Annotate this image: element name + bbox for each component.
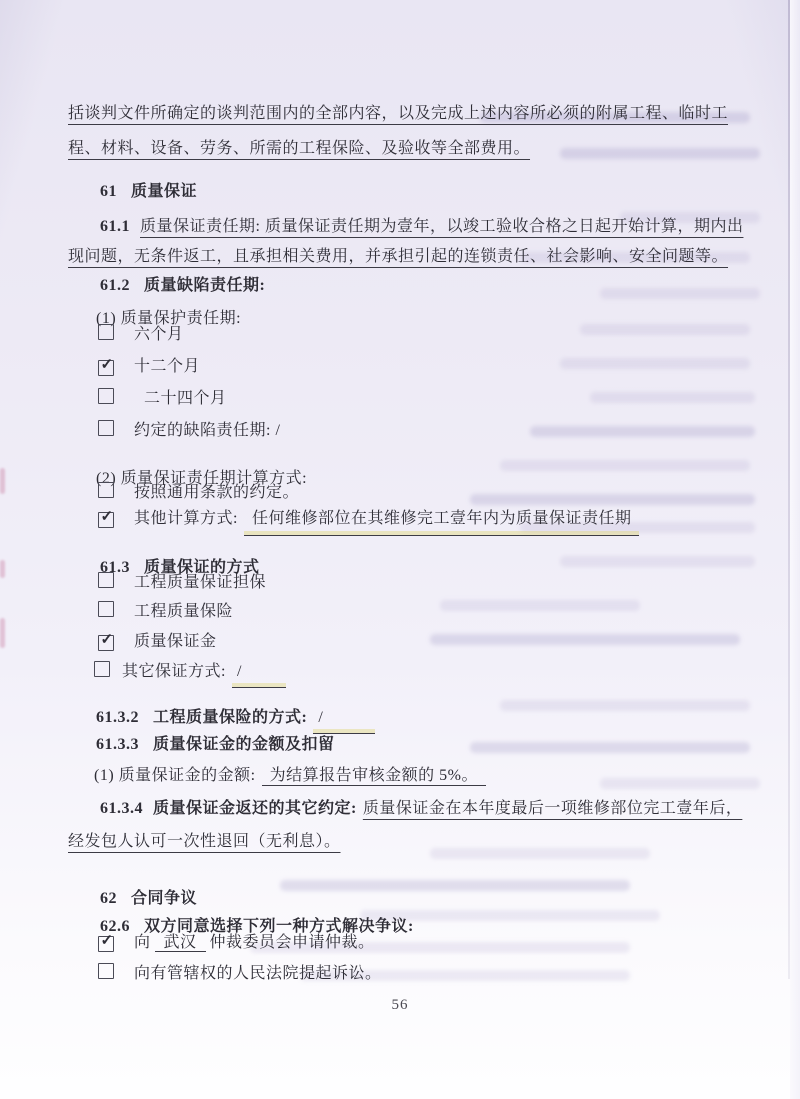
- option-quality-insurance: [68, 597, 776, 627]
- option-suffix: 仲裁委员会申请仲裁。: [209, 934, 375, 951]
- option-label: 二十四个月: [144, 390, 227, 407]
- clause-number: 62.6: [100, 918, 130, 935]
- option-label: 十二个月: [134, 358, 201, 375]
- intro-paragraph: 括谈判文件所确定的谈判范围内的全部内容，以及完成上述内容所必须的附属工程、临时工程、材料、设备、劳务、所需的工程保险、及验收等全部费用。: [68, 105, 729, 157]
- option-court-litigation: [68, 959, 776, 989]
- clause-title: 质量保证金返还的其它约定:: [153, 800, 357, 817]
- clause-number: 61.1: [100, 218, 130, 235]
- scan-smudge: [0, 618, 5, 648]
- handwritten-fill: 任何维修部位在其维修完工壹年内为质量保证责任期: [244, 504, 640, 536]
- clause-number: 61.3.4: [100, 800, 143, 817]
- option-quality-guarantee: [68, 568, 776, 598]
- option-label: 其他计算方式:: [134, 510, 238, 527]
- item-quality-protection-period: (1) 质量保护责任期:: [96, 310, 242, 327]
- clause-title: 工程质量保险的方式:: [153, 709, 308, 726]
- clause-title: 质量保证金的金额及扣留: [153, 736, 335, 753]
- clause-number: 61.2: [100, 277, 130, 294]
- checkbox-unchecked-icon: [94, 661, 110, 677]
- checkbox-unchecked-icon: [98, 963, 114, 979]
- checkbox-checked-icon: [98, 357, 114, 376]
- handwritten-fill: /: [313, 703, 375, 734]
- option-other-calculation: [68, 504, 776, 536]
- option-label: 工程质量保险: [134, 603, 234, 620]
- option-label: 约定的缺陷责任期: /: [134, 422, 281, 439]
- clause-61-1: [68, 212, 746, 272]
- option-twentyfour-months: [68, 384, 776, 414]
- checkmark-icon: ✓: [100, 632, 114, 648]
- clause-title: 质量缺陷责任期:: [144, 277, 266, 294]
- section-62-heading: [68, 884, 778, 914]
- handwritten-fill: /: [232, 657, 286, 688]
- option-twelve-months: [68, 352, 776, 382]
- clause-title: 双方同意选择下列一种方式解决争议:: [144, 918, 414, 935]
- checkbox-unchecked-icon: [98, 482, 114, 498]
- clause-number: 61.3: [100, 559, 130, 576]
- option-label: 质量保证金: [134, 633, 217, 650]
- option-label: 工程质量保证担保: [134, 574, 267, 591]
- handwritten-fill: 武汉: [155, 934, 206, 952]
- page-edge-shadow: [790, 0, 800, 1099]
- clause-number: 61.3.3: [96, 736, 139, 753]
- checkmark-icon: ✓: [100, 357, 114, 373]
- option-prefix: 向: [134, 934, 151, 951]
- scan-smudge: [0, 560, 5, 578]
- item-deposit-amount: [68, 761, 772, 791]
- section-title: 合同争议: [131, 890, 198, 907]
- page-number: 56: [391, 997, 409, 1013]
- option-label: 按照通用条款的约定。: [134, 484, 300, 501]
- option-other-guarantee: [68, 657, 772, 688]
- clause-61-3-4: [68, 792, 746, 858]
- scan-smudge: [0, 468, 5, 494]
- section-61-heading: [68, 177, 778, 207]
- handwritten-fill: 质量保证金在本年度最后一项维修部位完工壹年后，经发包人认可一次性退回（无利息）。: [68, 800, 743, 850]
- option-label: 其它保证方式:: [122, 663, 226, 680]
- clause-61-3-3-heading: [68, 730, 774, 760]
- option-label: 向有管辖权的人民法院提起诉讼。: [134, 965, 382, 982]
- section-title: 质量保证: [131, 183, 198, 200]
- handwritten-fill: 为结算报告审核金额的 5%。: [262, 767, 486, 786]
- checkmark-icon: ✓: [100, 933, 114, 949]
- clause-title: 质量保证的方式: [144, 559, 260, 576]
- clause-number: 61.3.2: [96, 709, 139, 726]
- option-text: [134, 928, 375, 958]
- checkmark-icon: ✓: [100, 509, 114, 525]
- checkbox-checked-icon: [98, 632, 114, 651]
- option-quality-deposit: [68, 627, 776, 657]
- checkbox-unchecked-icon: [98, 572, 114, 588]
- checkbox-unchecked-icon: [98, 388, 114, 404]
- item-calculation-method: (2) 质量保证责任期计算方式:: [96, 470, 308, 487]
- checkbox-checked-icon: [98, 933, 114, 952]
- clause-number: 62: [100, 890, 117, 907]
- checkbox-unchecked-icon: [98, 420, 114, 436]
- option-label: 六个月: [134, 326, 184, 343]
- page-fold-line: [788, 0, 790, 979]
- checkbox-checked-icon: [98, 509, 114, 528]
- clause-text: 质量保证责任期: 质量保证责任期为壹年，以竣工验收合格之日起开始计算，期内出现问题，无条件返工，且承担相关费用，并承担引起的连锁责任、社会影响、安全问题等。: [68, 218, 744, 265]
- option-agreed-defect-period: [68, 416, 776, 446]
- option-arbitration: [68, 928, 776, 958]
- option-six-months: [68, 320, 776, 350]
- item-label: (1) 质量保证金的金额:: [94, 767, 256, 784]
- checkbox-unchecked-icon: [98, 324, 114, 340]
- clause-number: 61: [100, 183, 117, 200]
- checkbox-unchecked-icon: [98, 601, 114, 617]
- clause-61-2-heading: [68, 271, 778, 301]
